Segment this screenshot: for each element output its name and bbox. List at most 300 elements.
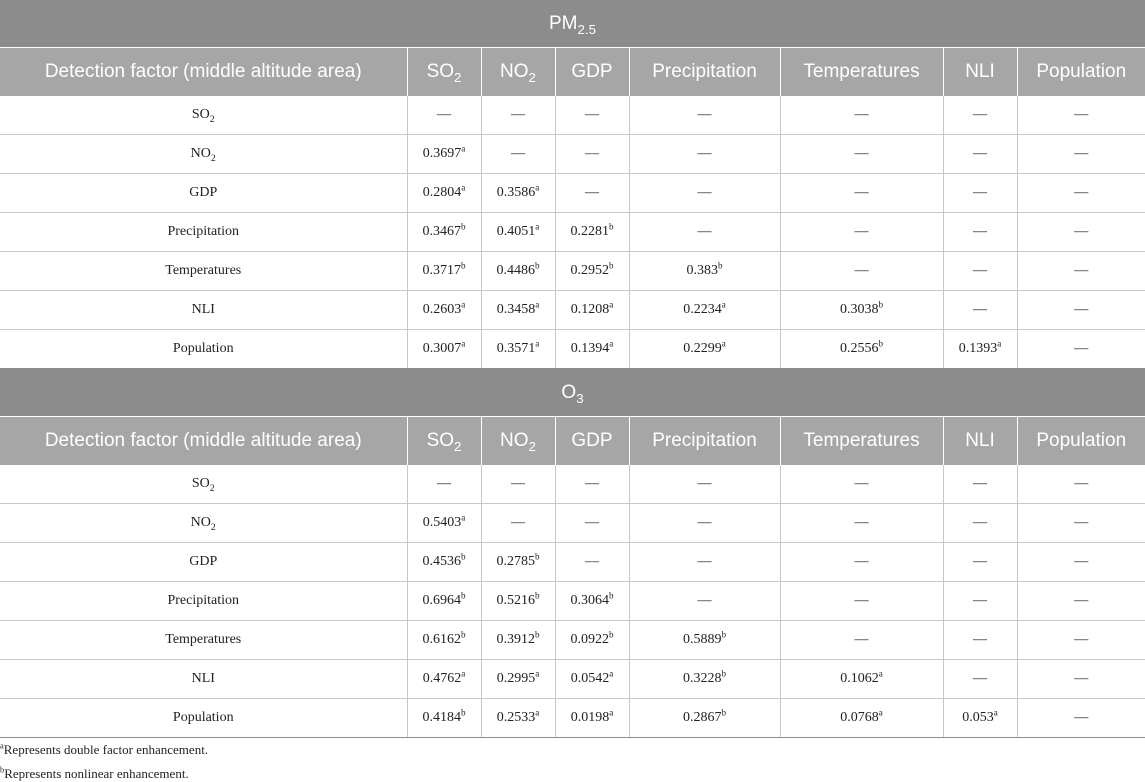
table-cell	[1017, 660, 1145, 699]
table-row	[0, 252, 1145, 291]
table-cell	[629, 135, 780, 174]
cell-value: 0.3586	[496, 185, 536, 200]
cell-value: 0.2804	[422, 185, 462, 200]
cell-value: —	[973, 632, 987, 647]
row-label-text: SO	[191, 476, 210, 491]
cell-superscript: a	[997, 338, 1002, 349]
row-label-text: Population	[172, 710, 234, 725]
table-cell	[780, 582, 943, 621]
row-label-text: Temperatures	[165, 632, 242, 647]
table-cell	[407, 543, 481, 582]
cell-value: —	[973, 146, 987, 161]
table-cell	[780, 213, 943, 252]
cell-value: 0.2556	[839, 341, 879, 356]
column-header	[407, 48, 481, 97]
cell-value: 0.4184	[422, 710, 461, 725]
cell-value: —	[854, 185, 869, 200]
cell-superscript: b	[460, 590, 466, 601]
table-cell	[555, 465, 629, 504]
cell-value: 0.2867	[682, 710, 722, 725]
column-header	[1017, 417, 1145, 466]
table-cell	[555, 699, 629, 738]
cell-superscript: a	[461, 182, 466, 193]
row-label-text: NLI	[191, 302, 215, 317]
cell-value: 0.053	[962, 710, 994, 725]
table-cell	[481, 543, 555, 582]
table-cell	[481, 96, 555, 135]
table-cell	[1017, 96, 1145, 135]
cell-superscript: a	[721, 299, 726, 310]
cell-value: —	[1074, 146, 1089, 161]
column-header	[943, 48, 1017, 97]
column-header	[481, 48, 555, 97]
cell-value: 0.3458	[496, 302, 536, 317]
table-cell	[481, 291, 555, 330]
row-label	[0, 96, 407, 135]
cell-value: —	[511, 515, 525, 530]
column-header-text: NO	[500, 61, 529, 82]
row-label-subscript: 2	[210, 521, 216, 533]
cell-superscript: b	[460, 260, 466, 271]
section-title-subscript: 3	[576, 390, 584, 406]
table-cell	[1017, 699, 1145, 738]
column-header	[629, 48, 780, 97]
cell-value: —	[854, 554, 869, 569]
cell-value: —	[511, 107, 525, 122]
row-label-text: GDP	[189, 185, 218, 200]
cell-superscript: b	[721, 707, 727, 718]
cell-superscript: b	[608, 221, 614, 232]
table-cell	[1017, 504, 1145, 543]
column-header	[481, 417, 555, 466]
section-title-subscript: 2.5	[577, 21, 596, 37]
table-cell	[780, 135, 943, 174]
column-header	[0, 417, 407, 466]
table-cell	[943, 330, 1017, 369]
column-header-text: Population	[1036, 430, 1127, 451]
row-label-text: Precipitation	[167, 224, 240, 239]
column-header-text: SO	[426, 430, 455, 451]
cell-value: 0.5216	[496, 593, 535, 608]
cell-superscript: b	[721, 629, 727, 640]
table-cell	[780, 252, 943, 291]
cell-value: —	[854, 263, 869, 278]
table-cell	[943, 135, 1017, 174]
table-cell	[407, 465, 481, 504]
cell-value: 0.2234	[683, 302, 722, 317]
cell-superscript: a	[461, 512, 466, 523]
cell-value: 0.3717	[422, 263, 461, 278]
cell-value: 0.3467	[422, 224, 461, 239]
cell-superscript: a	[609, 338, 614, 349]
cell-value: 0.2533	[496, 710, 536, 725]
table-row	[0, 699, 1145, 738]
cell-value: —	[511, 146, 525, 161]
table-row	[0, 96, 1145, 135]
table-cell	[555, 582, 629, 621]
cell-superscript: b	[534, 551, 540, 562]
section-title-row	[0, 369, 1145, 417]
table-cell	[629, 543, 780, 582]
table-row	[0, 330, 1145, 369]
table-cell	[481, 621, 555, 660]
column-header-text: GDP	[571, 61, 613, 82]
cell-value: 0.2603	[422, 302, 462, 317]
column-header	[407, 417, 481, 466]
table-cell	[555, 660, 629, 699]
table-cell	[943, 504, 1017, 543]
cell-value: —	[1074, 263, 1089, 278]
column-header	[943, 417, 1017, 466]
footnote-mark: a	[0, 740, 4, 751]
cell-superscript: a	[721, 338, 726, 349]
row-label	[0, 330, 407, 369]
table-row	[0, 135, 1145, 174]
cell-value: —	[697, 476, 712, 491]
footnote-text: Represents nonlinear enhancement.	[4, 766, 189, 781]
cell-value: 0.2281	[570, 224, 609, 239]
cell-superscript: b	[460, 629, 466, 640]
footnote-mark: b	[0, 764, 5, 775]
cell-superscript: b	[534, 590, 540, 601]
cell-value: 0.1062	[840, 671, 879, 686]
table-cell	[780, 621, 943, 660]
cell-superscript: a	[535, 221, 540, 232]
cell-value: 0.2299	[683, 341, 722, 356]
column-header-text: Population	[1036, 61, 1127, 82]
table-cell	[481, 135, 555, 174]
cell-value: —	[585, 107, 599, 122]
column-header-text: Precipitation	[652, 61, 757, 82]
cell-value: —	[585, 185, 599, 200]
cell-value: —	[585, 476, 599, 491]
table-row	[0, 504, 1145, 543]
row-label-subscript: 2	[209, 482, 215, 494]
cell-superscript: a	[609, 299, 614, 310]
cell-value: 0.1394	[570, 341, 610, 356]
table-cell	[780, 96, 943, 135]
cell-value: —	[973, 302, 987, 317]
cell-value: —	[854, 593, 869, 608]
cell-value: —	[854, 515, 869, 530]
table-cell	[555, 504, 629, 543]
table-cell	[481, 699, 555, 738]
cell-superscript: b	[534, 629, 540, 640]
table-row	[0, 582, 1145, 621]
cell-superscript: a	[461, 668, 466, 679]
section-title-text: PM	[549, 12, 578, 34]
table-cell	[629, 252, 780, 291]
table-cell	[481, 252, 555, 291]
cell-value: 0.6162	[422, 632, 461, 647]
table-cell	[943, 96, 1017, 135]
cell-superscript: a	[535, 182, 540, 193]
cell-value: 0.4762	[422, 671, 462, 686]
column-header-text: Temperatures	[803, 61, 920, 82]
column-header-text: GDP	[571, 430, 613, 451]
cell-value: —	[697, 224, 712, 239]
table-cell	[1017, 330, 1145, 369]
table-cell	[407, 174, 481, 213]
cell-superscript: a	[461, 338, 466, 349]
cell-superscript: a	[461, 299, 466, 310]
table-cell	[555, 330, 629, 369]
column-header-subscript: 2	[454, 69, 462, 85]
table-row	[0, 213, 1145, 252]
cell-value: —	[697, 185, 712, 200]
cell-value: —	[1074, 554, 1089, 569]
column-header	[555, 417, 629, 466]
table-cell	[780, 174, 943, 213]
cell-value: 0.0922	[570, 632, 609, 647]
cell-value: —	[1074, 476, 1089, 491]
cell-value: —	[697, 146, 712, 161]
cell-value: —	[437, 476, 451, 491]
column-header-text: NO	[500, 430, 529, 451]
table-cell	[943, 252, 1017, 291]
cell-value: 0.3064	[570, 593, 609, 608]
row-label-text: Temperatures	[165, 263, 242, 278]
table-row	[0, 543, 1145, 582]
cell-value: —	[1074, 224, 1089, 239]
table-cell	[629, 465, 780, 504]
footnote	[0, 766, 189, 782]
cell-superscript: a	[535, 338, 540, 349]
table-cell	[1017, 621, 1145, 660]
table-cell	[1017, 465, 1145, 504]
cell-value: —	[1074, 107, 1089, 122]
row-label	[0, 504, 407, 543]
row-label	[0, 135, 407, 174]
cell-value: 0.4536	[422, 554, 461, 569]
table-cell	[943, 621, 1017, 660]
column-header-text: Detection factor (middle altitude area)	[44, 430, 362, 451]
cell-superscript: a	[535, 668, 540, 679]
cell-value: —	[1074, 632, 1089, 647]
table-cell	[629, 582, 780, 621]
cell-value: 0.3228	[682, 671, 722, 686]
cell-superscript: a	[878, 668, 883, 679]
table-cell	[943, 174, 1017, 213]
cell-superscript: a	[609, 668, 614, 679]
section-title	[0, 0, 1145, 48]
table-cell	[629, 504, 780, 543]
cell-value: —	[973, 671, 987, 686]
table-row	[0, 660, 1145, 699]
table-cell	[407, 135, 481, 174]
cell-superscript: a	[461, 143, 466, 154]
cell-superscript: b	[608, 590, 614, 601]
column-header	[780, 48, 943, 97]
cell-value: —	[973, 554, 987, 569]
footnote	[0, 742, 208, 758]
table-cell	[780, 660, 943, 699]
row-label-subscript: 2	[209, 113, 215, 125]
table-cell	[407, 621, 481, 660]
table-cell	[407, 582, 481, 621]
table-cell	[555, 213, 629, 252]
table-cell	[780, 504, 943, 543]
table-cell	[407, 291, 481, 330]
table-cell	[555, 135, 629, 174]
cell-value: 0.3007	[422, 341, 462, 356]
cell-value: —	[973, 185, 987, 200]
table-cell	[1017, 174, 1145, 213]
row-label	[0, 465, 407, 504]
table-cell	[1017, 252, 1145, 291]
cell-value: —	[1074, 710, 1089, 725]
table-cell	[629, 96, 780, 135]
column-header	[0, 48, 407, 97]
column-header-text: NLI	[965, 430, 995, 451]
row-label	[0, 621, 407, 660]
table-cell	[629, 699, 780, 738]
cell-value: 0.4051	[496, 224, 536, 239]
table-cell	[555, 96, 629, 135]
cell-value: —	[854, 224, 869, 239]
table-cell	[481, 660, 555, 699]
table-cell	[629, 621, 780, 660]
column-header	[555, 48, 629, 97]
cell-value: —	[585, 554, 599, 569]
cell-value: 0.0768	[840, 710, 879, 725]
table-cell	[555, 174, 629, 213]
table-cell	[1017, 543, 1145, 582]
table-cell	[555, 621, 629, 660]
cell-superscript: b	[608, 629, 614, 640]
cell-value: —	[585, 515, 599, 530]
table-cell	[629, 660, 780, 699]
column-header	[1017, 48, 1145, 97]
row-label	[0, 174, 407, 213]
row-label-subscript: 2	[210, 152, 216, 164]
table-cell	[943, 699, 1017, 738]
row-label-text: Population	[172, 341, 234, 356]
row-label-text: NLI	[191, 671, 215, 686]
row-label	[0, 543, 407, 582]
cell-superscript: b	[460, 551, 466, 562]
cell-superscript: b	[460, 221, 466, 232]
row-label	[0, 291, 407, 330]
row-label-text: NO	[190, 146, 211, 161]
table-cell	[481, 582, 555, 621]
column-header-text: Temperatures	[803, 430, 920, 451]
cell-value: 0.0198	[570, 710, 610, 725]
section-title-text: O	[561, 381, 577, 403]
cell-value: —	[1074, 593, 1089, 608]
cell-value: 0.3912	[496, 632, 535, 647]
header-row	[0, 48, 1145, 97]
table-cell	[1017, 291, 1145, 330]
row-label	[0, 699, 407, 738]
table-cell	[780, 291, 943, 330]
table-cell	[943, 660, 1017, 699]
table-cell	[629, 213, 780, 252]
cell-value: —	[973, 224, 987, 239]
cell-value: 0.4486	[496, 263, 535, 278]
column-header-subscript: 2	[454, 438, 462, 454]
table-row	[0, 291, 1145, 330]
cell-superscript: b	[717, 260, 723, 271]
table-cell	[1017, 213, 1145, 252]
table-cell	[407, 213, 481, 252]
table-cell	[407, 252, 481, 291]
cell-value: —	[511, 476, 525, 491]
cell-value: 0.0542	[570, 671, 610, 686]
table-cell	[943, 543, 1017, 582]
table-cell	[481, 174, 555, 213]
cell-superscript: b	[534, 260, 540, 271]
table-cell	[555, 252, 629, 291]
cell-value: 0.1208	[570, 302, 610, 317]
cell-superscript: a	[878, 707, 883, 718]
cell-value: —	[854, 476, 869, 491]
table-cell	[943, 213, 1017, 252]
row-label-text: SO	[191, 107, 210, 122]
cell-value: —	[697, 107, 712, 122]
header-row	[0, 417, 1145, 466]
section-title	[0, 369, 1145, 417]
table-cell	[629, 174, 780, 213]
row-label	[0, 660, 407, 699]
cell-superscript: a	[993, 707, 998, 718]
row-label-text: NO	[190, 515, 211, 530]
table-row	[0, 465, 1145, 504]
cell-value: —	[1074, 341, 1089, 356]
table-cell	[1017, 582, 1145, 621]
cell-value: 0.2952	[570, 263, 609, 278]
cell-value: —	[1074, 515, 1089, 530]
table-cell	[481, 213, 555, 252]
table-cell	[481, 330, 555, 369]
cell-value: —	[697, 593, 712, 608]
column-header	[780, 417, 943, 466]
table-cell	[407, 96, 481, 135]
table-cell	[555, 291, 629, 330]
row-label	[0, 582, 407, 621]
table-cell	[481, 465, 555, 504]
cell-value: —	[973, 515, 987, 530]
cell-value: —	[854, 632, 869, 647]
table-cell	[481, 504, 555, 543]
cell-superscript: a	[535, 299, 540, 310]
column-header-text: Detection factor (middle altitude area)	[44, 61, 362, 82]
cell-value: 0.2995	[496, 671, 536, 686]
table-cell	[407, 330, 481, 369]
table-cell	[407, 504, 481, 543]
column-header-subscript: 2	[528, 69, 536, 85]
column-header-text: NLI	[965, 61, 995, 82]
cell-superscript: b	[878, 338, 884, 349]
table-cell	[780, 330, 943, 369]
cell-value: —	[1074, 671, 1089, 686]
cell-superscript: b	[721, 668, 727, 679]
cell-value: 0.3571	[496, 341, 536, 356]
cell-value: 0.6964	[422, 593, 461, 608]
table-cell	[780, 465, 943, 504]
section-title-row	[0, 0, 1145, 48]
row-label	[0, 213, 407, 252]
cell-value: 0.3697	[422, 146, 462, 161]
table-row	[0, 621, 1145, 660]
table-cell	[1017, 135, 1145, 174]
table-cell	[943, 582, 1017, 621]
table-cell	[555, 543, 629, 582]
cell-superscript: b	[460, 707, 466, 718]
table-cell	[629, 291, 780, 330]
table-cell	[407, 660, 481, 699]
row-label-text: GDP	[189, 554, 218, 569]
